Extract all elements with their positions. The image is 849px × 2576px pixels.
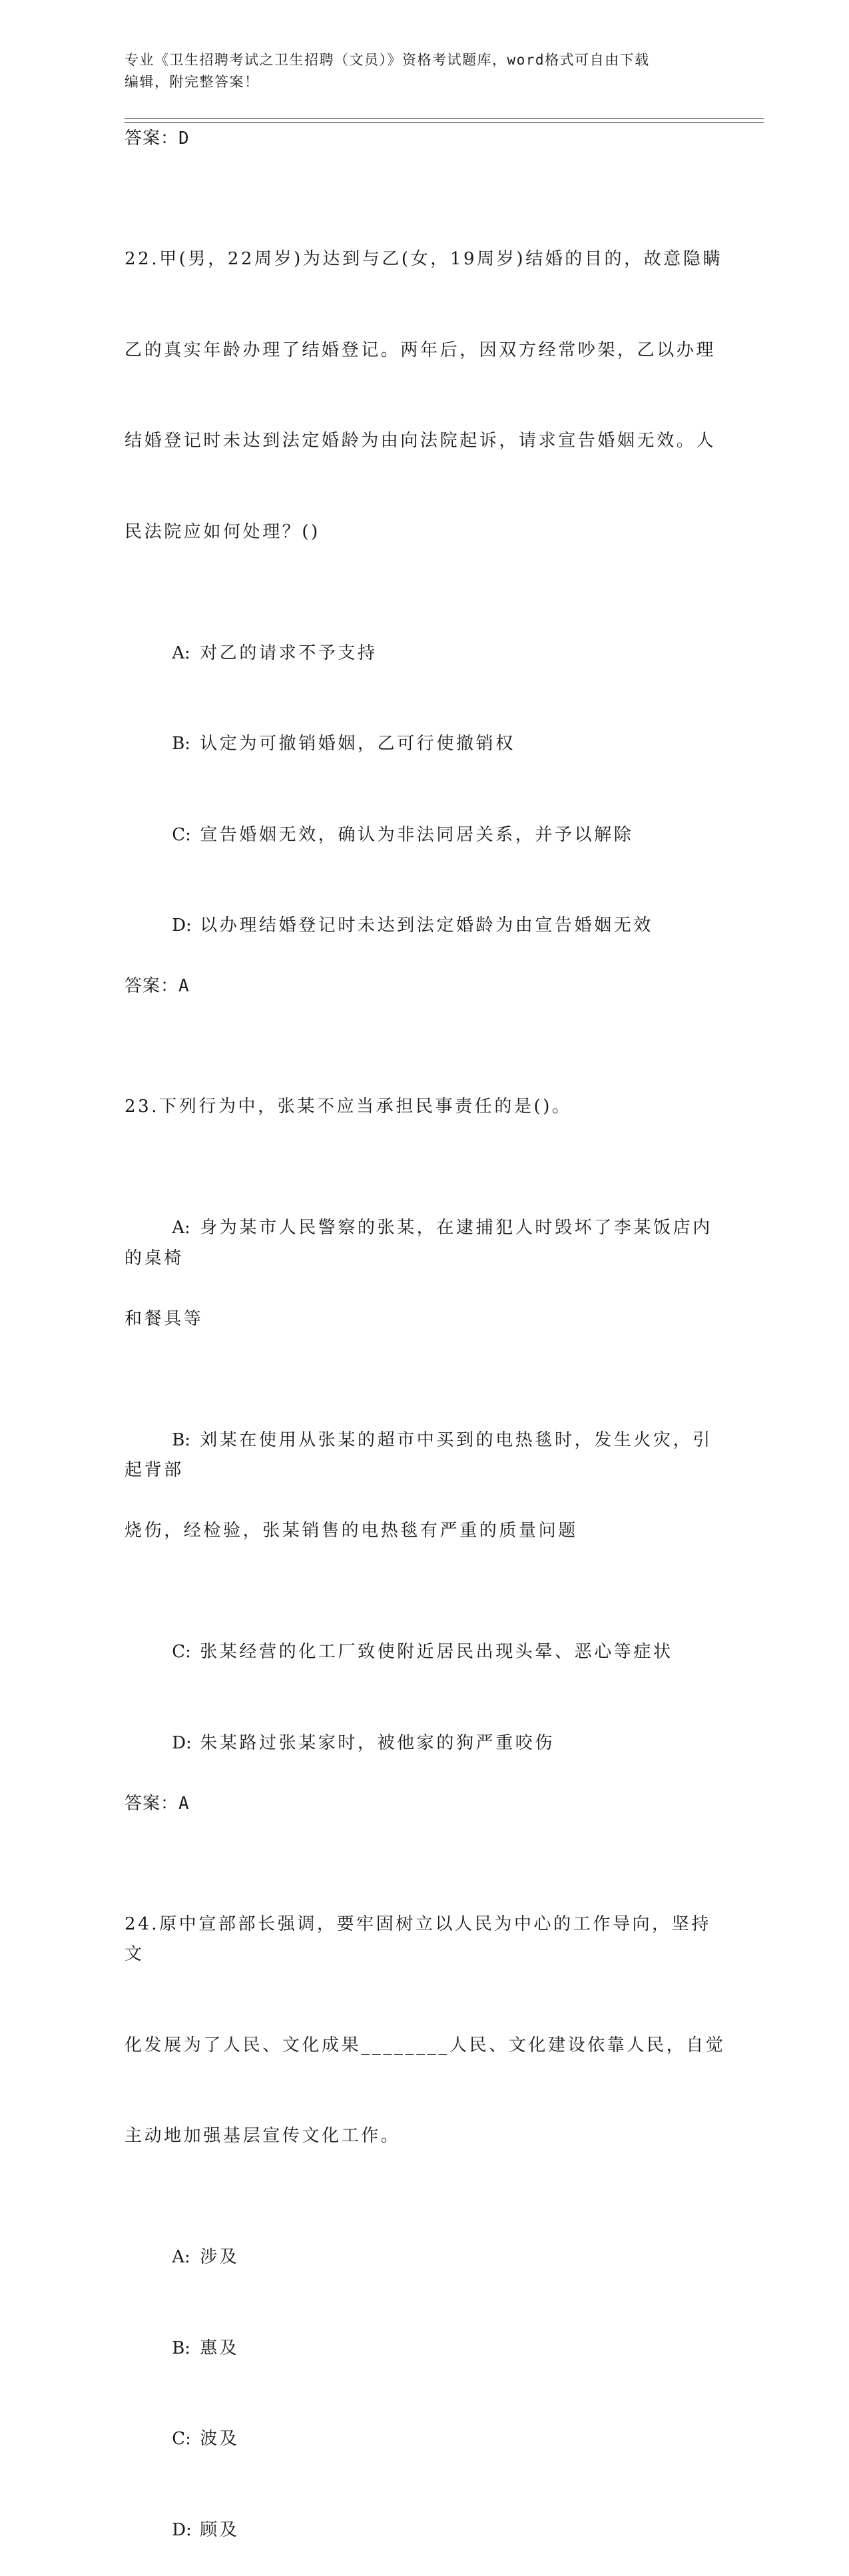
- option-letter: B:: [172, 734, 191, 754]
- stem-line: 结婚登记时未达到法定婚龄为由向法院起诉，请求宣告婚姻无效。人: [125, 431, 716, 451]
- option-letter: D:: [172, 1732, 192, 1753]
- option-text: 身为某市人民警察的张某，在逮捕犯人时毁坏了李某饭店内的桌椅: [125, 1218, 712, 1268]
- question-22: [125, 184, 730, 1001]
- option-text-continued: 烧伤，经检验，张某销售的电热毯有严重的质量问题: [125, 1521, 578, 1541]
- option-text: 朱某路过张某家时，被他家的狗严重咬伤: [200, 1732, 555, 1753]
- question-24: [125, 1849, 730, 2576]
- stem-line: 24.原中宣部部长强调，要牢固树立以人民为中心的工作导向，坚持文: [125, 1914, 711, 1964]
- option-letter: C:: [172, 1642, 191, 1662]
- option-c: [125, 1607, 730, 1698]
- stem-line: 乙的真实年龄办理了结婚登记。两年后，因双方经常吵架，乙以办理: [125, 340, 716, 360]
- option-d: [125, 881, 730, 972]
- option-text: 刘某在使用从张某的超市中买到的电热毯时，发生火灾，引起背部: [125, 1429, 712, 1480]
- option-text: 以办理结婚登记时未达到法定婚龄为由宣告婚姻无效: [200, 915, 654, 935]
- question-content: [125, 124, 730, 2576]
- option-letter: A:: [172, 2247, 190, 2267]
- option-text: 对乙的请求不予支持: [200, 643, 378, 663]
- stem-line: 主动地加强基层宣传文化工作。: [125, 2126, 401, 2146]
- stem-line: 民法院应如何处理？(): [125, 521, 320, 542]
- option-text: 宣告婚姻无效，确认为非法同居关系，并予以解除: [200, 824, 634, 845]
- header-line-1: 专业《卫生招聘考试之卫生招聘（文员）》资格考试题库，word格式可自由下载: [125, 52, 650, 68]
- option-text: 涉及: [200, 2247, 240, 2267]
- option-b: [125, 699, 730, 790]
- option-letter: D:: [172, 2519, 192, 2540]
- question-stem: [125, 1031, 730, 1183]
- option-text: 波及: [200, 2429, 240, 2449]
- option-letter: B:: [172, 1429, 191, 1450]
- option-b: [125, 1395, 730, 1607]
- option-d: [125, 1698, 730, 1789]
- option-text-continued: 和餐具等: [125, 1308, 204, 1329]
- option-letter: A:: [172, 1218, 190, 1238]
- stem-line: 22.甲(男，22周岁)为达到与乙(女，19周岁)结婚的目的，故意隐瞒: [125, 249, 723, 269]
- option-letter: C:: [172, 2429, 191, 2449]
- question-stem: [125, 1849, 730, 2212]
- option-a: [125, 608, 730, 699]
- option-letter: A:: [172, 643, 190, 663]
- option-letter: B:: [172, 2338, 191, 2358]
- option-c: [125, 790, 730, 881]
- option-text: 认定为可撤销婚姻，乙可行使撤销权: [200, 734, 515, 754]
- answer-line: 答案：A: [125, 1793, 190, 1814]
- option-text: 惠及: [200, 2338, 240, 2358]
- option-a: [125, 2212, 730, 2304]
- answer-line: 答案：A: [125, 976, 190, 996]
- option-text: 顾及: [200, 2519, 240, 2540]
- question-stem: [125, 184, 730, 608]
- option-d: [125, 2485, 730, 2576]
- option-c: [125, 2394, 730, 2485]
- option-letter: D:: [172, 915, 192, 935]
- stem-line: 23.下列行为中，张某不应当承担民事责任的是()。: [125, 1097, 572, 1117]
- option-text: 张某经营的化工厂致使附近居民出现头晕、恶心等症状: [200, 1642, 673, 1662]
- header-rule-bottom: [125, 122, 764, 123]
- option-a: [125, 1183, 730, 1396]
- question-23: [125, 1031, 730, 1818]
- answer-line: 答案：D: [125, 129, 190, 148]
- option-b: [125, 2303, 730, 2394]
- stem-line: 化发展为了人民、文化成果________人民、文化建设依靠人民，自觉: [125, 2035, 726, 2055]
- page-header: [125, 49, 724, 93]
- header-line-2: 编辑，附完整答案！: [125, 74, 260, 90]
- option-letter: C:: [172, 824, 191, 845]
